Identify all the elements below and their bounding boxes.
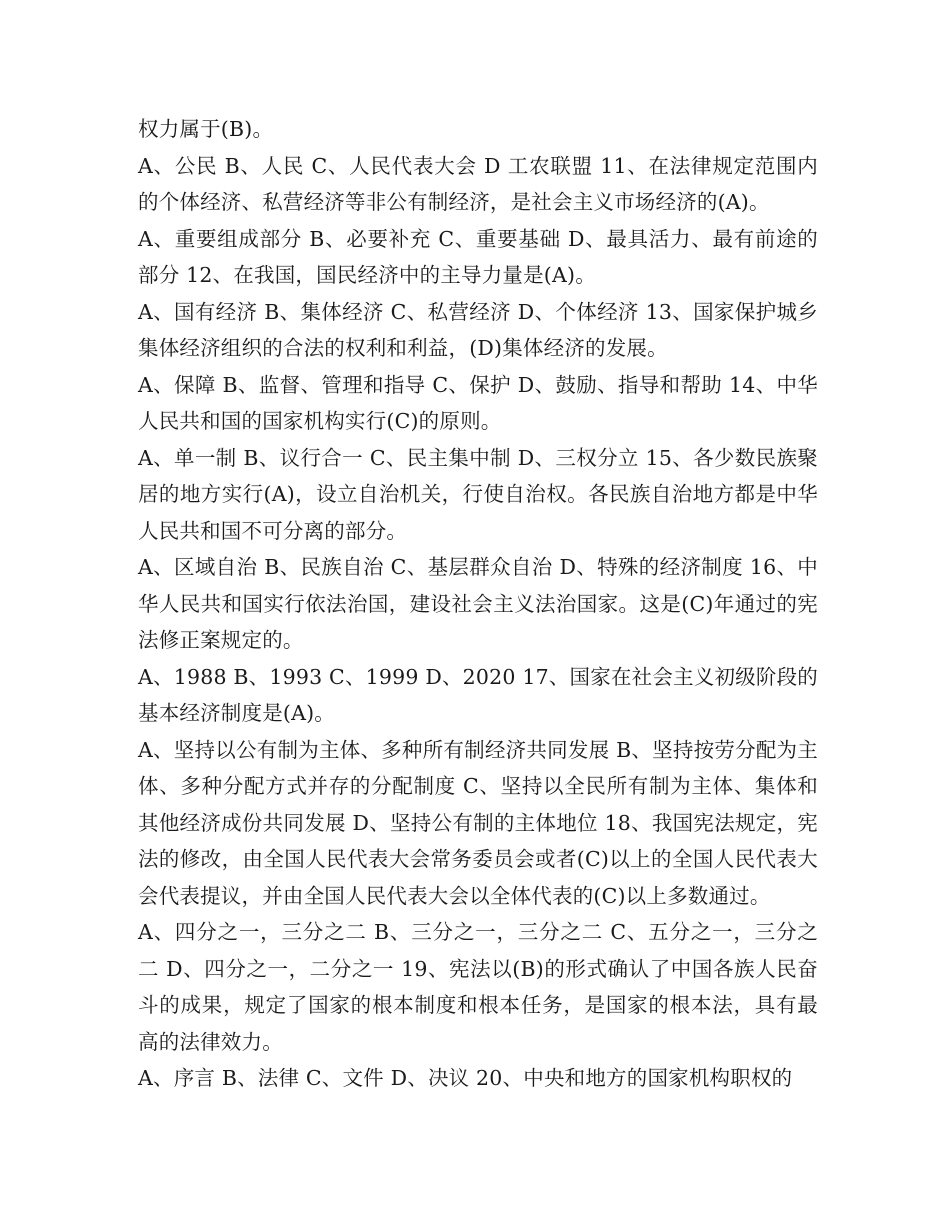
paragraph-10: A、序言 B、法律 C、文件 D、决议 20、中央和地方的国家机构职权的 <box>138 1066 793 1090</box>
document-body <box>138 111 818 1097</box>
paragraph-4: A、保障 B、监督、管理和指导 C、保护 D、鼓励、指导和帮助 14、中华人民共和国的国家机构实行(C)的原则。 <box>138 372 818 433</box>
paragraph-0: 权力属于(B)。 <box>138 117 274 141</box>
paragraph-9: A、四分之一，三分之二 B、三分之一，三分之二 C、五分之一，三分之二 D、四分之一，二分之一 19、宪法以(B)的形式确认了中国各族人民奋斗的成果，规定了国家的根本制度和根本任务，是国家的根本法，具有最高的法律效力。 <box>138 920 818 1054</box>
paragraph-6: A、区域自治 B、民族自治 C、基层群众自治 D、特殊的经济制度 16、中华人民共和国实行依法治国，建设社会主义法治国家。这是(C)年通过的宪法修正案规定的。 <box>138 555 818 652</box>
paragraph-8: A、坚持以公有制为主体、多种所有制经济共同发展 B、坚持按劳分配为主体、多种分配方式并存的分配制度 C、坚持以全民所有制为主体、集体和其他经济成份共同发展 D、坚持公有制的主体地位 18、我国宪法规定，宪法的修改，由全国人民代表大会常务委员会或者(C)以上的全国人民代表大会代表提议，并由全国人民代表大会以全体代表的(C)以上多数通过。 <box>138 737 818 908</box>
paragraph-2: A、重要组成部分 B、必要补充 C、重要基础 D、最具活力、最有前途的部分 12、在我国，国民经济中的主导力量是(A)。 <box>138 226 818 287</box>
paragraph-7: A、1988 B、1993 C、1999 D、2020 17、国家在社会主义初级阶段的基本经济制度是(A)。 <box>138 664 818 725</box>
paragraph-5: A、单一制 B、议行合一 C、民主集中制 D、三权分立 15、各少数民族聚居的地方实行(A)，设立自治机关，行使自治权。各民族自治地方都是中华人民共和国不可分离的部分。 <box>138 445 818 543</box>
paragraph-1: A、公民 B、人民 C、人民代表大会 D 工农联盟 11、在法律规定范围内的个体经济、私营经济等非公有制经济，是社会主义市场经济的(A)。 <box>138 153 818 214</box>
paragraph-3: A、国有经济 B、集体经济 C、私营经济 D、个体经济 13、国家保护城乡集体经济组织的合法的权利和利益，(D)集体经济的发展。 <box>138 299 818 360</box>
